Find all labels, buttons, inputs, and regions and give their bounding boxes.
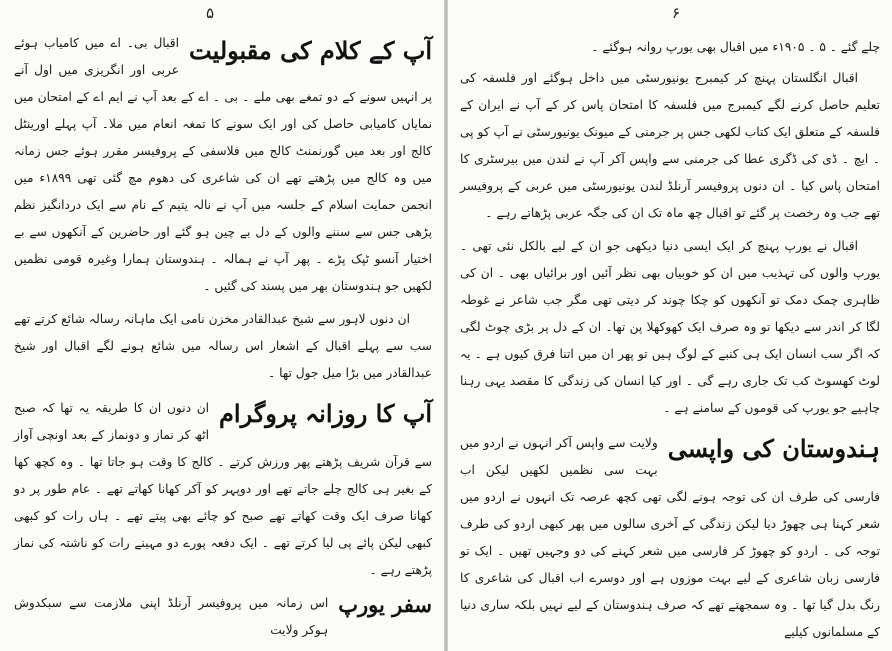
right-page: [447, 0, 892, 651]
paragraph: ولایت سے واپس آکر انہوں نے اردو میں بہت سی نظمیں لکھیں لیکن اب فارسی کی طرف ان کی توجہ ہونے لگی تھی کچھ عرصہ تک انہوں نے اردو میں شعر کہنا ہی چھوڑ دیا لیکن زندگی کے آخری سالوں میں پھر کبھی اردو کی طرف توجہ کی ۔ اردو کو چھوڑ کر فارسی میں شعر کہنے کی دو وجہیں تھیں ۔ ایک تو فارسی زبان شاعری کے لیے بہت موزوں ہے اور دوسرے اب اقبال کی شاعری کا رنگ بدل گیا تھا ۔ وہ سمجھتے تھے کہ صرف ہندوستان کے لیے نہیں بلکہ ساری دنیا کے مسلمانوں کیلیے: [460, 436, 880, 639]
section-heading-return: ہندوستان کی واپسی: [667, 434, 880, 463]
left-page: [0, 0, 445, 651]
section-heading-popularity: آپ کے کلام کی مقبولیت: [189, 36, 432, 65]
paragraph: ان دنوں لاہور سے شیخ عبدالقادر مخزن نامی ایک ماہانہ رسالہ شائع کرتے تھے سب سے پہلے اقبال کے اشعار اس رسالہ میں شائع ہونے لگے اقبال اور شیخ عبدالقادر میں بڑا میل جول تھا ۔: [14, 312, 432, 380]
section-heading-europe: سفر یورپ: [338, 592, 432, 617]
paragraph: اقبال بی۔ اے میں کامیاب ہوئے عربی اور انگریزی میں اول آنے پر انہیں سونے کے دو تمغے بھی ملے ۔ بی ۔ اے کے بعد آپ نے ایم اے کے امتحان میں نمایاں کامیابی حاصل کی اور ایک سونے کا تمغہ انعام میں ملا۔ آپ پہلے اورینٹل کالج اور بعد میں گورنمنٹ کالج میں فلاسفی کے پروفیسر مقرر ہوئے جس زمانہ میں وہ کالج میں پڑھتے تھے ان کی شاعری کی دھوم مچ گئی تھی ۱۸۹۹ء میں انجمن حمایت اسلام کے جلسہ میں آپ نے نالہ یتیم کے نام سے ایک دردانگیز نظم پڑھی جس سے سننے والوں کے دل بے چین ہو گئے اور حاضرین کے آنکھوں سے بے اختیار آنسو ٹپک پڑے ۔ پھر آپ نے ہمالہ ۔ ہندوستان ہمارا وغیرہ قومی نظمیں لکھیں جو ہندوستان بھر میں پسند کی گئیں ۔: [14, 36, 432, 293]
paragraph: اقبال نے یورپ پہنچ کر ایک ایسی دنیا دیکھی جو ان کے لیے بالکل نئی تھی ۔ یورپ والوں کی تہذیب میں ان کو خوبیاں بھی نظر آئیں اور برائیاں بھی ۔ ان کی ظاہری چمک دمک تو آنکھوں کو چکا چوند کر دیتی تھی مگر جب شاعر نے غوطہ لگا کر اندر سے دیکھا تو وہ صرف ایک کھوکھلا پن تھا۔ ان کے دل پر بڑی چوٹ لگی کہ اگر سب انسان ایک ہی کنبے کے لوگ ہیں تو پھر ان میں اتنا فرق کیوں ہے ۔ یہ لوٹ کھسوٹ کب تک جاری رہے گی ۔ اور کیا انسان کی زندگی کا مقصد یہی رہنا چاہیے جو یورپ کی قوموں کے سامنے ہے ۔: [460, 239, 880, 415]
section-heading-routine: آپ کا روزانہ پروگرام: [219, 399, 432, 428]
right-text-column: [460, 34, 880, 646]
paragraph: اس زمانہ میں پروفیسر آرنلڈ اپنی ملازمت سے سبکدوش ہوکر ولایت: [14, 596, 329, 637]
page-number: ۵: [206, 4, 215, 22]
left-text-column: [14, 30, 432, 644]
page-number: ۶: [672, 4, 681, 22]
paragraph: ان دنوں ان کا طریقہ یہ تھا کہ صبح اٹھ کر نماز و دونماز کے بعد اونچی آواز سے قرآن شریف پڑھتے پھر ورزش کرتے ۔ کالج کا وقت ہو جاتا تھا ۔ وہ کچھ کھا کے بغیر ہی کالج چلے جاتے تھے اور دوپہر کو آکر کھانا کھاتے تھے ۔ عام طور پر دو کھانا صرف ایک وقت کھاتے تھے صبح کو چائے بھی پیتے تھے ۔ ہاں رات کو کبھی کبھی لیکن پائے پی لیا کرتے تھے ۔ ایک دفعہ پورے دو مہینے رات کو ناشتہ کی نماز پڑھتے رہے ۔: [14, 401, 432, 577]
paragraph: چلے گئے ۔ ۵ ۔ ۱۹۰۵ء میں اقبال بھی یورپ روانہ ہوگئے ۔: [591, 40, 880, 54]
paragraph: اقبال انگلستان پہنچ کر کیمبرج یونیورسٹی میں داخل ہوگئے اور فلسفہ کی تعلیم حاصل کرنے لگے کیمبرج میں فلسفہ کا امتحان پاس کر کے آپ نے ایران کے فلسفہ کے متعلق ایک کتاب لکھی جس پر جرمنی کے میونک یونیورسٹی نے آپ کو پی ۔ ایچ ۔ ڈی کی ڈگری عطا کی جرمنی سے واپس آکر آپ نے لندن میں بیرسٹری کا امتحان پاس کیا ۔ ان دنوں پروفیسر آرنلڈ لندن یونیورسٹی میں عربی کے پروفیسر تھے جب وہ رخصت پر گئے تو اقبال چھ ماہ تک ان کی جگہ عربی پڑھاتے رہے ۔: [460, 71, 880, 220]
